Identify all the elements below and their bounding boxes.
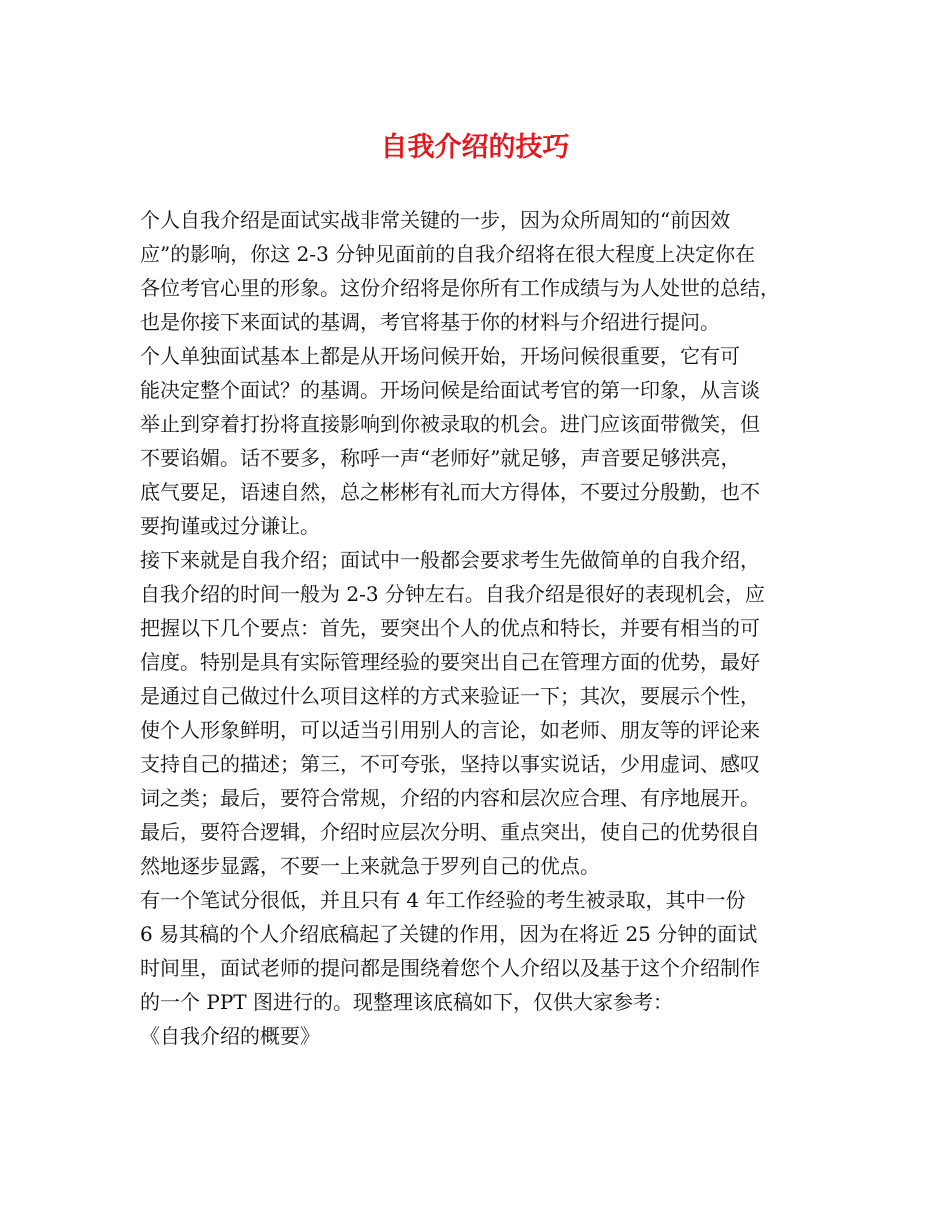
- text-line: 是通过自己做过什么项目这样的方式来验证一下；其次，要展示个性，: [140, 684, 760, 708]
- text-line: 然地逐步显露，不要一上来就急于罗列自己的优点。: [140, 854, 600, 878]
- text-line: 词之类；最后，要符合常规，介绍的内容和层次应合理、有序地展开。: [140, 786, 760, 810]
- text-line: 有一个笔试分很低，并且只有 4 年工作经验的考生被录取，其中一份: [140, 888, 746, 912]
- text-line: 的一个 PPT 图进行的。现整理该底稿如下，仅供大家参考：: [140, 990, 673, 1014]
- text-line: 时间里，面试老师的提问都是围绕着您个人介绍以及基于这个介绍制作: [140, 956, 760, 980]
- text-line: 《自我介绍的概要》: [140, 1024, 320, 1048]
- text-line: 6 易其稿的个人介绍底稿起了关键的作用，因为在将近 25 分钟的面试: [140, 922, 758, 946]
- text-line: 信度。特别是具有实际管理经验的要突出自己在管理方面的优势，最好: [140, 650, 760, 674]
- text-line: 最后，要符合逻辑，介绍时应层次分明、重点突出，使自己的优势很自: [140, 820, 760, 844]
- text-line: 举止到穿着打扮将直接影响到你被录取的机会。进门应该面带微笑，但: [140, 412, 760, 436]
- document-title: 自我介绍的技巧: [380, 132, 570, 163]
- text-line: 不要谄媚。话不要多，称呼一声“老师好”就足够，声音要足够洪亮，: [140, 446, 741, 470]
- text-line: 个人自我介绍是面试实战非常关键的一步，因为众所周知的“前因效: [140, 208, 731, 232]
- text-line: 自我介绍的时间一般为 2-3 分钟左右。自我介绍是很好的表现机会，应: [140, 582, 765, 606]
- text-line: 各位考官心里的形象。这份介绍将是你所有工作成绩与为人处世的总结，: [140, 276, 780, 300]
- text-line: 应”的影响，你这 2-3 分钟见面前的自我介绍将在很大程度上决定你在: [140, 242, 756, 266]
- text-line: 也是你接下来面试的基调，考官将基于你的材料与介绍进行提问。: [140, 310, 720, 334]
- text-line: 个人单独面试基本上都是从开场问候开始，开场问候很重要，它有可: [140, 344, 740, 368]
- text-line: 支持自己的描述；第三，不可夸张，坚持以事实说话，少用虚词、感叹: [140, 752, 760, 776]
- text-line: 接下来就是自我介绍；面试中一般都会要求考生先做简单的自我介绍，: [140, 548, 760, 572]
- text-line: 要拘谨或过分谦让。: [140, 514, 320, 538]
- text-line: 把握以下几个要点：首先，要突出个人的优点和特长，并要有相当的可: [140, 616, 760, 640]
- document-body: [140, 203, 820, 1053]
- text-line: 底气要足，语速自然，总之彬彬有礼而大方得体，不要过分殷勤，也不: [140, 480, 760, 504]
- text-line: 使个人形象鲜明，可以适当引用别人的言论，如老师、朋友等的评论来: [140, 718, 760, 742]
- text-line: 能决定整个面试？的基调。开场问候是给面试考官的第一印象，从言谈: [140, 378, 760, 402]
